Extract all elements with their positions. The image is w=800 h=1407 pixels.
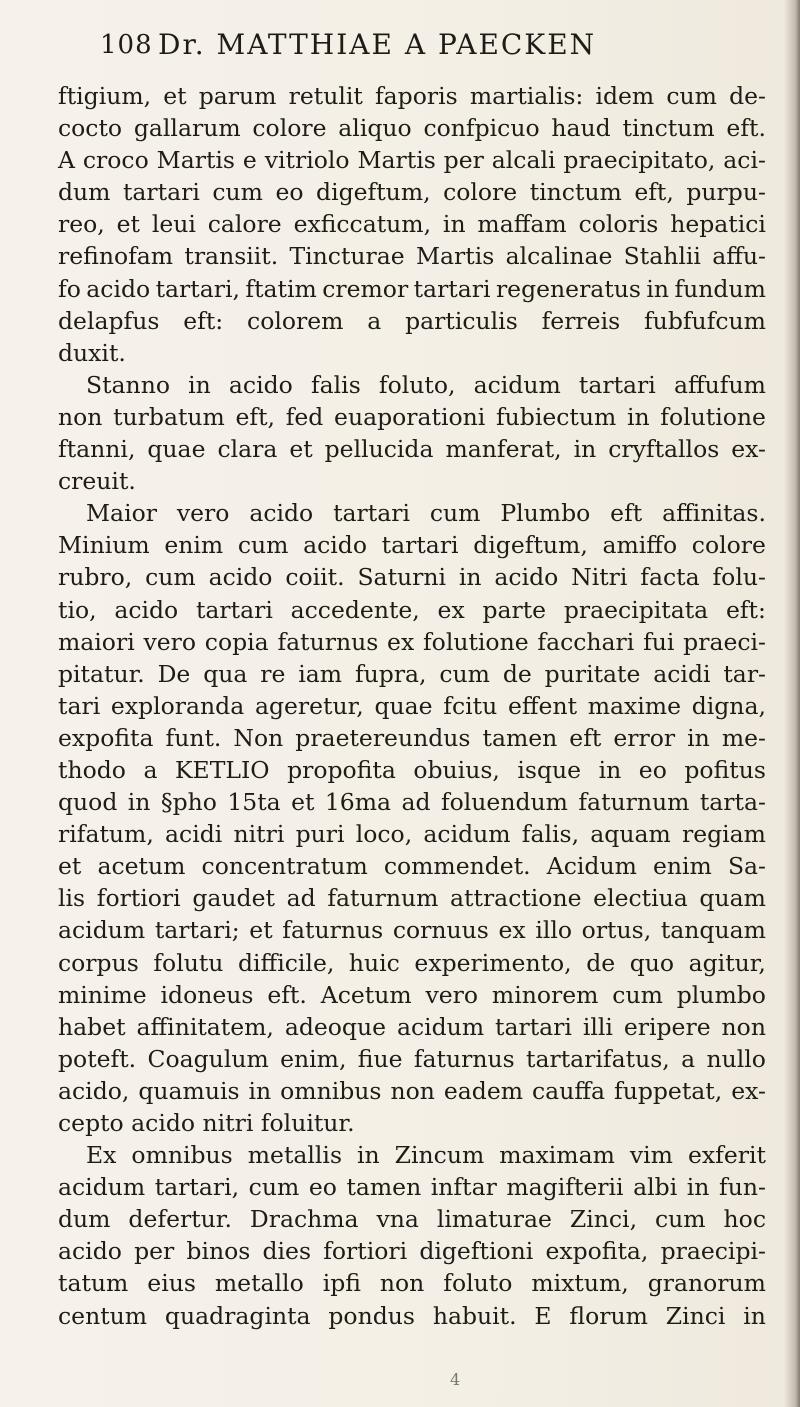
text-line: rubro, cum acido coiit. Saturni in acido Nitri facta folu- xyxy=(58,563,766,592)
text-line: dum tartari cum eo digeftum, colore tinctum eft, purpu- xyxy=(58,178,766,207)
text-line: acidum tartari; et faturnus cornuus ex illo ortus, tanquam xyxy=(58,916,766,945)
page-header xyxy=(40,20,760,70)
text-line: expofita funt. Non praetereundus tamen eft error in me- xyxy=(58,723,766,752)
text-line: tatum eius metallo ipfi non foluto mixtum, granorum xyxy=(58,1269,766,1298)
text-line: Ex omnibus metallis in Zincum maximam vim exferit xyxy=(86,1141,766,1170)
text-line: cocto gallarum colore aliquo confpicuo haud tinctum eft. xyxy=(58,114,766,143)
text-line: creuit. xyxy=(58,467,136,496)
text-line: poteft. Coagulum enim, fiue faturnus tartarifatus, a nullo xyxy=(58,1044,766,1073)
text-line: thodo a KETLIO propofita obuius, isque in eo pofitus xyxy=(58,755,766,784)
body-text xyxy=(58,80,766,1332)
text-line: minime idoneus eft. Acetum vero minorem cum plumbo xyxy=(58,980,766,1009)
text-line: fo acido tartari, ftatim cremor tartari regeneratus in fundum xyxy=(58,274,766,303)
text-line: acido per binos dies fortiori digeftioni expofita, praecipi- xyxy=(58,1237,766,1266)
page-edge-shadow xyxy=(784,0,800,1407)
text-line: rifatum, acidi nitri puri loco, acidum falis, aquam regiam xyxy=(58,820,766,849)
text-line: acidum tartari, cum eo tamen inftar magifterii albi in fun- xyxy=(58,1173,766,1202)
text-line: maiori vero copia faturnus ex folutione facchari fui praeci- xyxy=(58,627,766,656)
text-line: tari exploranda ageretur, quae fcitu effent maxime digna, xyxy=(58,691,766,720)
text-line: Maior vero acido tartari cum Plumbo eft affinitas. xyxy=(86,499,766,528)
text-line: dum defertur. Drachma vna limaturae Zinci, cum hoc xyxy=(58,1205,766,1234)
text-line: ftigium, et parum retulit faporis martialis: idem cum de- xyxy=(58,82,766,110)
text-line: quod in §pho 15ta et 16ma ad foluendum faturnum tarta- xyxy=(58,788,766,817)
text-line: reo, et leui calore exficcatum, in maffam coloris hepatici xyxy=(58,210,766,239)
text-line: lis fortiori gaudet ad faturnum attractione electiua quam xyxy=(58,884,766,913)
text-line: et acetum concentratum commendet. Acidum enim Sa- xyxy=(58,852,766,881)
text-line: delapfus eft: colorem a particulis ferreis fubfufcum xyxy=(58,306,766,335)
text-line: Minium enim cum acido tartari digeftum, amiffo colore xyxy=(58,531,766,560)
text-line: non turbatum eft, fed euaporationi fubiectum in folutione xyxy=(58,402,766,431)
text-line: corpus folutu difficile, huic experimento, de quo agitur, xyxy=(58,948,766,977)
text-line: cepto acido nitri foluitur. xyxy=(58,1109,355,1137)
text-line: Stanno in acido falis foluto, acidum tartari affufum xyxy=(86,370,766,399)
footer-mark: 4 xyxy=(450,1370,461,1389)
text-line: tio, acido tartari accedente, ex parte praecipitata eft: xyxy=(58,595,766,624)
text-line: ftanni, quae clara et pellucida manferat, in cryftallos ex- xyxy=(58,435,766,464)
text-line: refinofam transiit. Tincturae Martis alcalinae Stahlii affu- xyxy=(58,242,766,271)
text-line: A croco Martis e vitriolo Martis per alcali praecipitato, aci- xyxy=(58,146,766,175)
text-line: centum quadraginta pondus habuit. E florum Zinci in xyxy=(58,1301,766,1330)
text-line: habet affinitatem, adeoque acidum tartari illi eripere non xyxy=(58,1012,766,1041)
text-line: pitatur. De qua re iam fupra, cum de puritate acidi tar- xyxy=(58,659,766,688)
running-head: Dr. MATTHIAE A PAECKEN xyxy=(158,28,597,61)
page-number: 108 xyxy=(100,30,153,60)
text-line: duxit. xyxy=(58,338,126,367)
text-line: acido, quamuis in omnibus non eadem cauffa fuppetat, ex- xyxy=(58,1076,766,1105)
